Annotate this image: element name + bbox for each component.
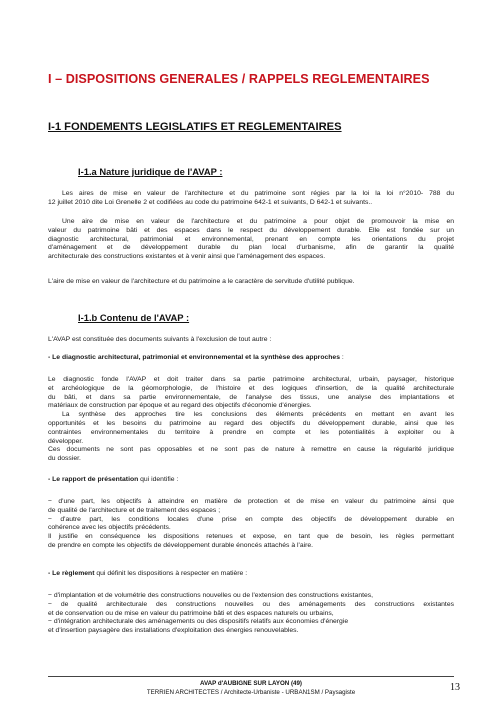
text-line: L'aire de mise en valeur de l'architecture et du patrimoine a le caractère de servitude d'utilité publique. — [48, 278, 355, 285]
text-line: Les aires de mise en valeur de l'architecture et du patrimoine sont régies par la loi la loi n°2010- 788 du — [62, 190, 454, 197]
paragraph-presentation — [48, 498, 454, 551]
text-line: de qualité de l'architecture et de traitement des espaces ; — [48, 506, 221, 514]
text-line: Il justifie en conséquence les dispositions retenues et expose, en tant que de besoin, les règles permettant — [48, 533, 454, 541]
subsection-a-title: I-1.a Nature juridique de l'AVAP : — [78, 166, 223, 177]
section-title: I-1 FONDEMENTS LEGISLATIFS ET REGLEMENTAIRES — [48, 121, 342, 133]
paragraph-reglement — [48, 592, 454, 636]
text-line: diagnostic architectural, patrimonial et environnemental, prenant en compte les orientations du projet — [48, 235, 454, 243]
paragraph-legal-basis — [48, 190, 454, 208]
text-line: et d'insertion paysagère des installations d'exploitation des énergies renouvelables. — [48, 627, 299, 635]
item-presentation-suffix: qui identifie : — [138, 476, 179, 483]
item-reglement-heading — [48, 570, 454, 579]
text-line: − d'autre part, les conditions locales d'une prise en compte des objectifs de développement durable en — [48, 515, 454, 523]
paragraph-servitude — [48, 278, 454, 287]
text-line: et archéologique de la géomorphologie, de l'histoire et des logiques d'insertion, de la qualité architecturale — [48, 384, 454, 392]
text-line: d'aménagement et de développement durable du plan local d'urbanisme, afin de garantir la qualité — [48, 244, 454, 252]
item-reglement-suffix: qui définit les dispositions à respecter en matière : — [94, 570, 248, 577]
text-line: du bâti, et dans sa partie environnementale, de l'analyse des tissus, une analyse des implantations et — [48, 393, 454, 401]
text-line: Le diagnostic fonde l'AVAP et doit traiter dans sa partie patrimoine architectural, urbain, paysager, historique — [48, 376, 454, 383]
item-diagnostic-label: - Le diagnostic architectural, patrimonial et environnemental et la synthèse des approches — [48, 354, 340, 361]
text-line: développer. — [48, 437, 84, 445]
chapter-title: I – DISPOSITIONS GENERALES / RAPPELS REGLEMENTAIRES — [48, 72, 430, 86]
text-line: Une aire de mise en valeur de l'architecture et du patrimoine a pour objet de promouvoir la mise en — [62, 218, 454, 225]
text-line: matériaux de construction par époque et au regard des objectifs d'économie d'énergies. — [48, 402, 312, 410]
text-line: architecturale des constructions existantes et à venir ainsi que l'aménagement des espaces. — [48, 253, 326, 261]
paragraph-documents-intro — [48, 336, 454, 345]
item-diagnostic-suffix: : — [339, 354, 344, 361]
footer-authors: TERRIEN ARCHITECTES / Architecte-Urbaniste - URBAN1SM / Paysagiste — [146, 689, 356, 696]
footer-project-title: AVAP d'AUBIGNE SUR LAYON (49) — [200, 680, 302, 687]
text-line: La synthèse des approches tire les conclusions des éléments précédents en mettant en avant les — [62, 411, 454, 419]
text-line: cohérence avec les objectifs précédents. — [48, 524, 171, 532]
text-line: contraintes environnementales du territoire à prendre en compte et les potentialités à exploiter ou à — [48, 428, 454, 436]
text-line: 12 juillet 2010 dite Loi Grenelle 2 et codifiées au code du patrimoine 642-1 et suivants, D 642-1 et suivants.. — [48, 198, 373, 206]
text-line: L'AVAP est constituée des documents suivants à l'exclusion de tout autre : — [48, 336, 272, 343]
text-line: − d'intégration architecturale des aménagements ou des dispositifs relatifs aux économies d'énergie — [48, 618, 349, 626]
item-diagnostic-heading — [48, 354, 454, 363]
paragraph-avap-purpose — [48, 218, 454, 262]
footer-divider — [48, 676, 454, 677]
text-line: du dossier. — [48, 455, 81, 463]
item-presentation-heading — [48, 476, 454, 485]
text-line: et de conservation ou de mise en valeur du patrimoine bâti et des espaces naturels ou urbains, — [48, 609, 334, 617]
text-line: valeur du patrimoine bâti et des espaces dans le respect du développement durable. Elle est fondée sur un — [48, 226, 454, 234]
text-line: − d'une part, les objectifs à atteindre en matière de protection et de mise en valeur du patrimoine ainsi que — [48, 498, 454, 505]
paragraph-diagnostic — [48, 376, 454, 464]
subsection-b-title: I-1.b Contenu de l'AVAP : — [78, 312, 190, 323]
text-line: opportunités et les besoins du patrimoine au regard des objectifs du développement durable, ainsi que les — [48, 419, 454, 427]
text-line: − d'implantation et de volumétrie des constructions nouvelles ou de l'extension des constructions existantes, — [48, 592, 374, 599]
text-line: − de qualité architecturale des constructions nouvelles ou des aménagements des constructions existantes — [48, 600, 454, 608]
item-presentation-label: - Le rapport de présentation — [48, 476, 139, 483]
text-line: de prendre en compte les objectifs de développement durable énoncés attachés à l'aire. — [48, 541, 314, 549]
page-number: 13 — [450, 682, 460, 693]
text-line: Ces documents ne sont pas opposables et ne sont pas de nature à remettre en cause la régularité juridique — [48, 446, 454, 454]
item-reglement-label: - Le règlement — [48, 570, 95, 577]
